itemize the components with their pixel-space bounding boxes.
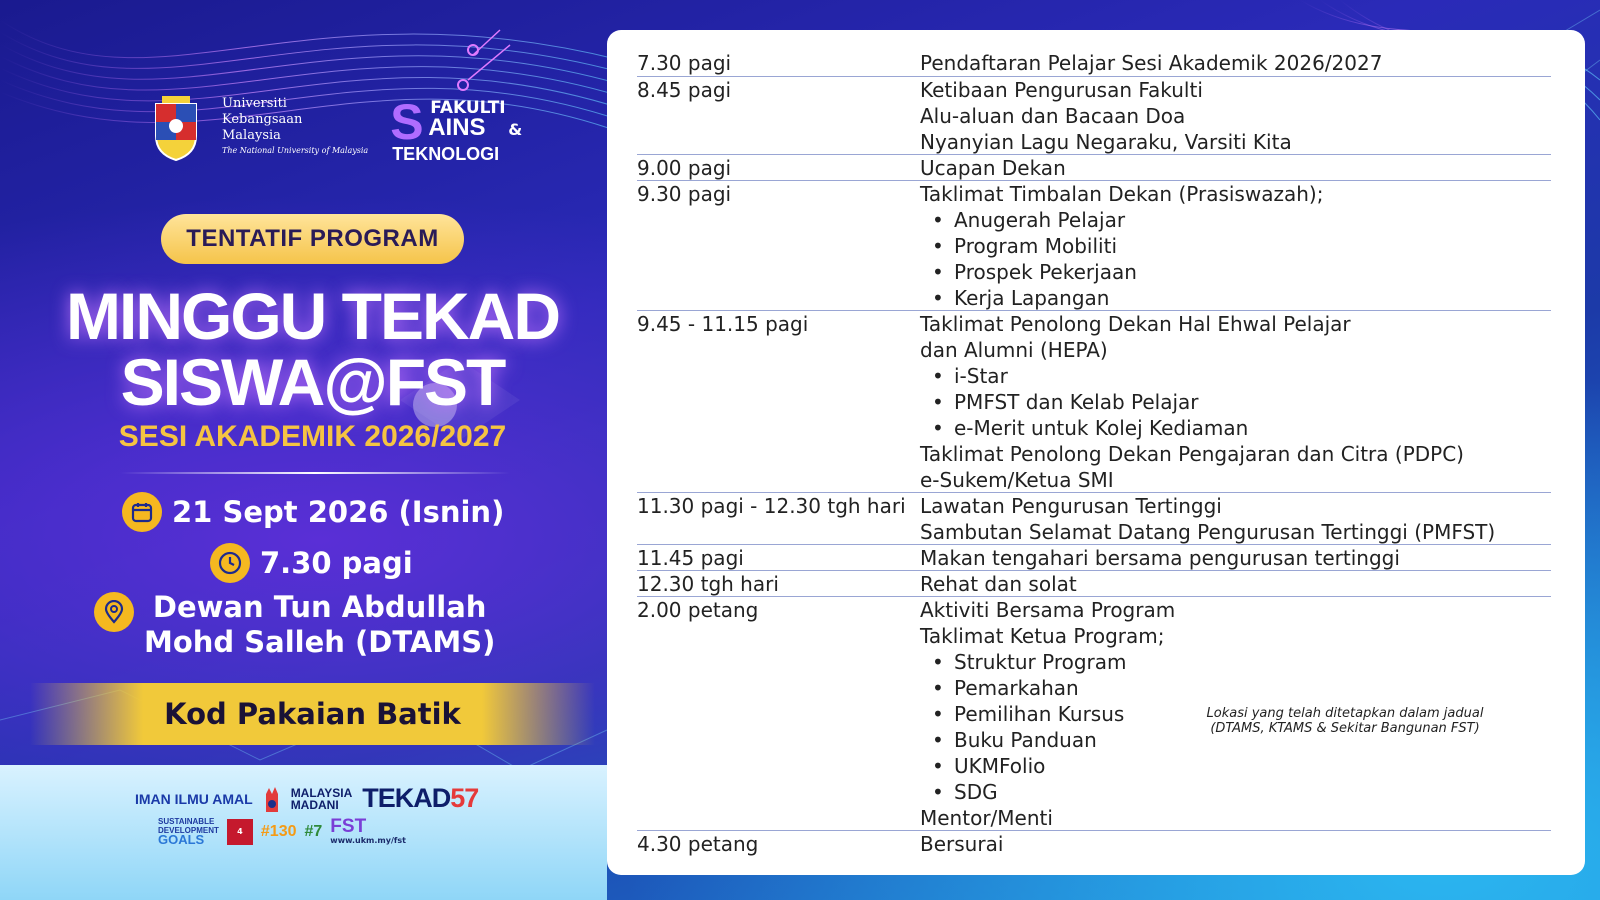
schedule-row bbox=[637, 50, 1551, 76]
schedule-row bbox=[637, 830, 1551, 857]
schedule-time: 7.30 pagi bbox=[637, 51, 732, 75]
schedule-bullet-item: • e-Merit untuk Kolej Kediaman bbox=[920, 415, 1464, 441]
sdg-4-badge: 4 bbox=[227, 819, 253, 845]
sdg-line-2: DEVELOPMENT bbox=[158, 826, 219, 835]
schedule-activity-line: Mentor/Menti bbox=[920, 806, 1053, 830]
schedule-activity bbox=[920, 311, 1464, 493]
sdg-line-3: GOALS bbox=[158, 832, 205, 847]
schedule-activity bbox=[920, 181, 1323, 311]
schedule-time: 9.00 pagi bbox=[637, 156, 732, 180]
ukm-crest-icon bbox=[152, 96, 200, 162]
schedule-activity bbox=[920, 77, 1292, 155]
schedule-activity-line: Makan tengahari bersama pengurusan tertinggi bbox=[920, 546, 1400, 570]
schedule-activity-line: Taklimat Penolong Dekan Pengajaran dan Citra (PDPC) bbox=[920, 442, 1464, 466]
date-info bbox=[122, 492, 504, 532]
schedule-bullet-item: • Struktur Program bbox=[920, 649, 1175, 675]
schedule-activity bbox=[920, 493, 1495, 545]
program-tag: TENTATIF PROGRAM bbox=[161, 214, 464, 264]
session-label: SESI AKADEMIK 2026/2027 bbox=[118, 420, 507, 453]
schedule-row bbox=[637, 492, 1551, 545]
fst-footer-logo: FST bbox=[330, 816, 367, 837]
fst-logo-amp: & bbox=[508, 120, 523, 139]
schedule-row bbox=[637, 310, 1551, 493]
schedule-panel bbox=[607, 30, 1585, 875]
tekad-number: 57 bbox=[450, 783, 479, 813]
schedule-bullet-item: • Kerja Lapangan bbox=[920, 285, 1323, 311]
sdg-logo bbox=[158, 817, 219, 846]
schedule-activity-line: Aktiviti Bersama Program bbox=[920, 598, 1176, 622]
schedule-activity-line: Nyanyian Lagu Negaraku, Varsiti Kita bbox=[920, 130, 1292, 154]
schedule-time: 9.45 - 11.15 pagi bbox=[637, 312, 809, 336]
schedule-activity bbox=[920, 597, 1175, 831]
title-line-1: MINGGU TEKAD bbox=[66, 279, 559, 353]
schedule-activity-line: Taklimat Timbalan Dekan (Prasiswazah); bbox=[920, 182, 1324, 206]
schedule-time: 11.30 pagi - 12.30 tgh hari bbox=[637, 494, 906, 518]
schedule-activity-line: Pendaftaran Pelajar Sesi Akademik 2026/2027 bbox=[920, 51, 1383, 75]
event-date: 21 Sept 2026 (Isnin) bbox=[172, 495, 505, 529]
tekad-logo bbox=[362, 783, 478, 814]
schedule-bullet-item: • PMFST dan Kelab Pelajar bbox=[920, 389, 1464, 415]
schedule-activity-line: Alu-aluan dan Bacaan Doa bbox=[920, 104, 1186, 128]
schedule-activity-line: Ucapan Dekan bbox=[920, 156, 1066, 180]
schedule-activity bbox=[920, 155, 1066, 181]
schedule-activity-line: Taklimat Ketua Program; bbox=[920, 624, 1165, 648]
schedule-activity-line: dan Alumni (HEPA) bbox=[920, 338, 1108, 362]
schedule-bullet-item: • SDG bbox=[920, 779, 1175, 805]
schedule-time: 11.45 pagi bbox=[637, 546, 744, 570]
schedule-bullet-item: • Buku Panduan bbox=[920, 727, 1175, 753]
schedule-row bbox=[637, 544, 1551, 571]
title-line-2: SISWA@FST bbox=[120, 345, 505, 419]
schedule-bullet-item: • Anugerah Pelajar bbox=[920, 207, 1323, 233]
fst-logo-teknologi: TEKNOLOGI bbox=[392, 144, 500, 164]
fst-logo bbox=[390, 96, 526, 166]
venue-line-1: Dewan Tun Abdullah bbox=[152, 590, 487, 624]
schedule-time: 8.45 pagi bbox=[637, 78, 732, 102]
location-pin-icon bbox=[94, 592, 134, 632]
schedule-activity-line: Sambutan Selamat Datang Pengurusan Tertinggi (PMFST) bbox=[920, 520, 1496, 544]
clock-icon bbox=[210, 543, 250, 583]
ukm-line-3: Malaysia bbox=[222, 128, 281, 143]
tekad-word: TEKAD bbox=[362, 783, 451, 813]
logo-group bbox=[152, 96, 526, 166]
ukm-subtitle: The National University of Malaysia bbox=[222, 146, 369, 155]
divider bbox=[120, 472, 510, 474]
schedule-row bbox=[637, 180, 1551, 311]
fst-logo-s: S bbox=[390, 94, 424, 150]
schedule-activity bbox=[920, 831, 1003, 857]
schedule-bullet-item: • Prospek Pekerjaan bbox=[920, 259, 1323, 285]
schedule-bullet-item: • Program Mobiliti bbox=[920, 233, 1323, 259]
footer-logos bbox=[0, 765, 607, 900]
schedule-activity bbox=[920, 50, 1382, 76]
schedule-activity-line: e-Sukem/Ketua SMI bbox=[920, 468, 1114, 492]
dress-code-banner bbox=[30, 683, 595, 745]
time-info bbox=[210, 543, 413, 583]
schedule-row bbox=[637, 76, 1551, 155]
ranking-7: #7 bbox=[304, 822, 323, 840]
madani-hand-icon bbox=[263, 784, 281, 814]
schedule-bullet-item: • i-Star bbox=[920, 363, 1464, 389]
venue-info bbox=[94, 592, 495, 660]
fst-logo-fakulti: FAKULTI bbox=[430, 98, 506, 118]
iman-ilmu-amal: IMAN ILMU AMAL bbox=[135, 790, 253, 807]
schedule-time: 9.30 pagi bbox=[637, 182, 732, 206]
schedule-time: 12.30 tgh hari bbox=[637, 572, 779, 596]
schedule-bullet-item: • UKMFolio bbox=[920, 753, 1175, 779]
sdg-line-1: SUSTAINABLE bbox=[158, 817, 215, 826]
madani-line-2: MADANI bbox=[290, 797, 339, 812]
location-note-line-2: (DTAMS, KTAMS & Sekitar Bangunan FST) bbox=[1210, 721, 1480, 736]
schedule-time: 2.00 petang bbox=[637, 598, 759, 622]
schedule-activity-line: Taklimat Penolong Dekan Hal Ehwal Pelajar bbox=[920, 312, 1351, 336]
schedule-activity bbox=[920, 545, 1400, 571]
schedule-time: 4.30 petang bbox=[637, 832, 759, 856]
calendar-icon bbox=[122, 492, 162, 532]
fst-url: www.ukm.my/fst bbox=[330, 836, 406, 845]
schedule-activity bbox=[920, 571, 1077, 597]
schedule-bullet-item: • Pemilihan Kursus bbox=[920, 701, 1175, 727]
dress-code-text: Kod Pakaian Batik bbox=[164, 697, 461, 731]
schedule-row bbox=[637, 154, 1551, 181]
madani-line-1: MALAYSIA bbox=[290, 785, 353, 800]
schedule-activity-line: Bersurai bbox=[920, 832, 1004, 856]
event-time: 7.30 pagi bbox=[260, 546, 413, 580]
location-note-line-1: Lokasi yang telah ditetapkan dalam jadual bbox=[1206, 706, 1484, 721]
location-note bbox=[1195, 706, 1495, 736]
fst-logo-ains: AINS bbox=[428, 114, 486, 141]
schedule-bullet-item: • Pemarkahan bbox=[920, 675, 1175, 701]
schedule-activity-line: Lawatan Pengurusan Tertinggi bbox=[920, 494, 1222, 518]
schedule-row bbox=[637, 570, 1551, 597]
schedule-activity-line: Ketibaan Pengurusan Fakulti bbox=[920, 78, 1203, 102]
venue-line-2: Mohd Salleh (DTAMS) bbox=[144, 625, 496, 659]
ukm-line-1: Universiti bbox=[222, 96, 287, 111]
ranking-130: #130 bbox=[260, 822, 297, 840]
ukm-wordmark bbox=[222, 96, 368, 155]
schedule-activity-line: Rehat dan solat bbox=[920, 572, 1077, 596]
ukm-line-2: Kebangsaan bbox=[222, 112, 303, 127]
